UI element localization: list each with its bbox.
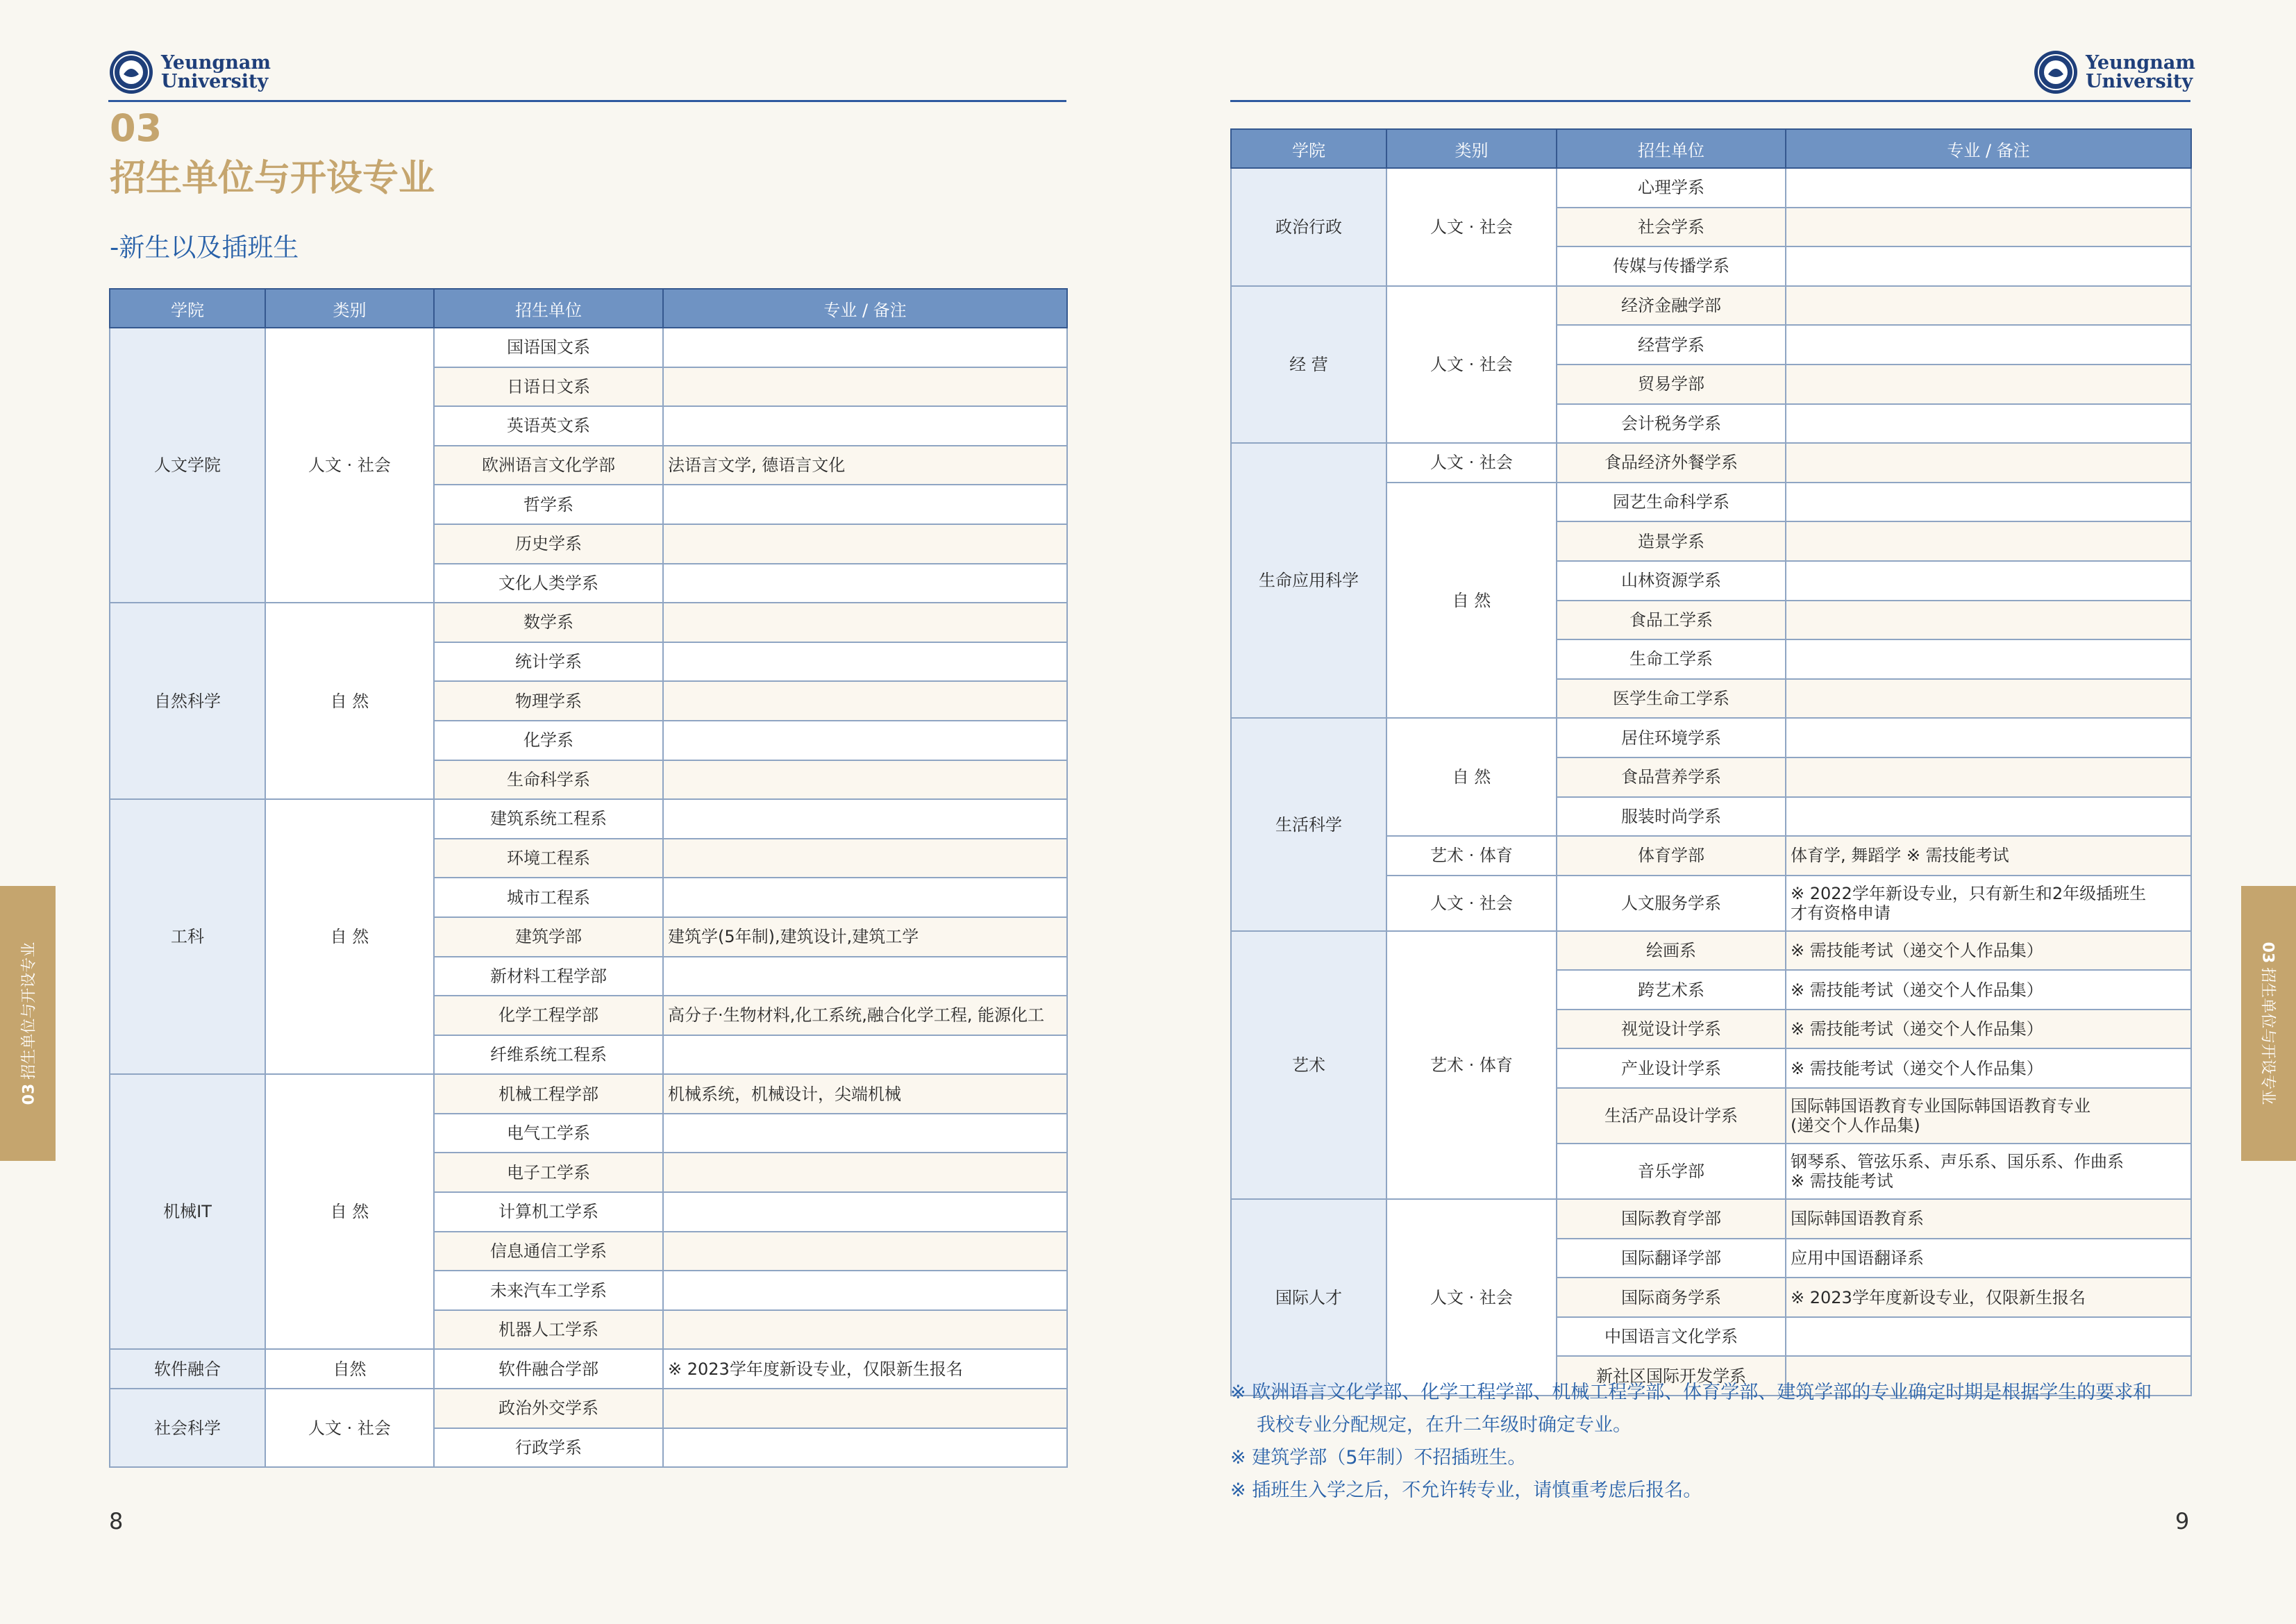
unit-cell: 国际教育学部: [1557, 1199, 1786, 1239]
note-cell: [663, 1428, 1067, 1468]
header-rule-left: [108, 100, 1066, 102]
category-cell: 人文 · 社会: [1386, 876, 1557, 931]
category-cell: 人文 · 社会: [1386, 286, 1557, 443]
page-number-left: 8: [109, 1508, 124, 1534]
note-cell: [663, 367, 1067, 407]
side-tab-label: 招生单位与开设专业: [2259, 967, 2277, 1105]
unit-cell: 服装时尚学系: [1557, 797, 1786, 837]
note-cell: [663, 328, 1067, 367]
unit-cell: 欧洲语言文化学部: [434, 446, 663, 485]
note-cell: [1786, 365, 2191, 404]
note-cell: ※ 2023学年度新设专业，仅限新生报名: [663, 1349, 1067, 1389]
unit-cell: 建筑系统工程系: [434, 799, 663, 839]
unit-cell: 产业设计学系: [1557, 1048, 1786, 1088]
header-unit: 招生单位: [1557, 129, 1786, 168]
note-cell: [663, 406, 1067, 446]
footnote: ※ 欧洲语言文化学部、化学工程学部、机械工程学部、体育学部、建筑学部的专业确定时期是根据学生的要求和: [1230, 1382, 2152, 1403]
unit-cell: 数学系: [434, 603, 663, 642]
category-cell: 自 然: [265, 1074, 434, 1349]
unit-cell: 新材料工程学部: [434, 957, 663, 996]
unit-cell: 建筑学部: [434, 917, 663, 957]
college-cell: 软件融合: [110, 1349, 265, 1389]
unit-cell: 山林资源学系: [1557, 561, 1786, 601]
college-cell: 政治行政: [1231, 168, 1386, 286]
note-cell: 机械系统，机械设计，尖端机械: [663, 1074, 1067, 1114]
note-cell: [663, 603, 1067, 642]
table-row: [110, 603, 1067, 642]
note-cell: 高分子·生物材料,化工系统,融合化学工程, 能源化工: [663, 996, 1067, 1035]
note-cell: [663, 485, 1067, 524]
note-cell: ※ 需技能考试（递交个人作品集）: [1786, 970, 2191, 1010]
admissions-table-right: [1230, 128, 2192, 1396]
note-cell: 建筑学(5年制),建筑设计,建筑工学: [663, 917, 1067, 957]
unit-cell: 未来汽车工学系: [434, 1271, 663, 1310]
university-logo-right: [2033, 47, 2195, 97]
note-cell: [1786, 404, 2191, 444]
university-seal-icon: [2033, 49, 2079, 95]
note-cell: [663, 1114, 1067, 1153]
note-cell: 应用中国语翻译系: [1786, 1239, 2191, 1278]
category-cell: 自 然: [265, 603, 434, 799]
table-row: [110, 799, 1067, 839]
table-row: [1231, 1199, 2191, 1239]
university-seal-icon: [108, 49, 154, 95]
table-row: [1231, 168, 2191, 208]
note-cell: [663, 681, 1067, 721]
wordmark-line1: Yeungnam: [2086, 52, 2195, 74]
note-cell: [1786, 168, 2191, 208]
footnote-continued: 我校专业分配规定，在升二年级时确定专业。: [1257, 1414, 1632, 1436]
unit-cell: 体育学部: [1557, 836, 1786, 876]
unit-cell: 日语日文系: [434, 367, 663, 407]
unit-cell: 生活产品设计学系: [1557, 1088, 1786, 1144]
table-row: [1231, 443, 2191, 483]
section-subtitle: -新生以及插班生: [110, 233, 299, 262]
unit-cell: 电子工学系: [434, 1153, 663, 1192]
note-cell: [1786, 483, 2191, 522]
unit-cell: 音乐学部: [1557, 1144, 1786, 1199]
unit-cell: 环境工程系: [434, 839, 663, 878]
note-cell: [1786, 797, 2191, 837]
note-cell: [1786, 1317, 2191, 1357]
side-tab-label: 招生单位与开设专业: [20, 941, 38, 1080]
unit-cell: 英语英文系: [434, 406, 663, 446]
category-cell: 自 然: [1386, 718, 1557, 836]
unit-cell: 医学生命工学系: [1557, 679, 1786, 719]
header-unit: 招生单位: [434, 289, 663, 328]
unit-cell: 人文服务学系: [1557, 876, 1786, 931]
note-cell: 国际韩国语教育系: [1786, 1199, 2191, 1239]
college-cell: 社会科学: [110, 1389, 265, 1467]
unit-cell: 城市工程系: [434, 878, 663, 917]
note-cell: [663, 642, 1067, 682]
unit-cell: 机械工程学部: [434, 1074, 663, 1114]
note-cell: [663, 1035, 1067, 1075]
unit-cell: 新社区国际开发学系: [1557, 1356, 1786, 1396]
unit-cell: 文化人类学系: [434, 564, 663, 603]
university-wordmark: [161, 53, 271, 91]
unit-cell: 生命工学系: [1557, 639, 1786, 679]
note-cell: [663, 839, 1067, 878]
admissions-table-left: [109, 288, 1068, 1468]
side-tab-number: 03: [20, 1083, 38, 1105]
category-cell: 人文 · 社会: [265, 328, 434, 603]
note-cell: 钢琴系、管弦乐系、声乐系、国乐系、作曲系 ※ 需技能考试: [1786, 1144, 2191, 1199]
note-cell: [663, 957, 1067, 996]
note-cell: 国际韩国语教育专业国际韩国语教育专业 (递交个人作品集): [1786, 1088, 2191, 1144]
unit-cell: 跨艺术系: [1557, 970, 1786, 1010]
unit-cell: 造景学系: [1557, 521, 1786, 561]
university-wordmark: [2086, 53, 2195, 91]
note-cell: [663, 1232, 1067, 1271]
unit-cell: 统计学系: [434, 642, 663, 682]
unit-cell: 信息通信工学系: [434, 1232, 663, 1271]
category-cell: 人文 · 社会: [1386, 443, 1557, 483]
unit-cell: 物理学系: [434, 681, 663, 721]
note-cell: [1786, 521, 2191, 561]
note-cell: ※ 2022学年新设专业，只有新生和2年级插班生 才有资格申请: [1786, 876, 2191, 931]
unit-cell: 社会学系: [1557, 208, 1786, 247]
footnote: ※ 插班生入学之后，不允许转专业，请慎重考虑后报名。: [1230, 1480, 1702, 1501]
table-row: [1231, 286, 2191, 326]
note-cell: [1786, 679, 2191, 719]
side-tab-right: [2241, 886, 2296, 1161]
unit-cell: 政治外交学系: [434, 1389, 663, 1428]
table-row: [1231, 931, 2191, 971]
unit-cell: 化学系: [434, 721, 663, 760]
note-cell: [1786, 286, 2191, 326]
table-header-row: [1231, 129, 2191, 168]
university-logo-left: [108, 47, 271, 97]
note-cell: ※ 需技能考试（递交个人作品集）: [1786, 1048, 2191, 1088]
note-cell: [1786, 443, 2191, 483]
table-row: [110, 1389, 1067, 1428]
college-cell: 国际人才: [1231, 1199, 1386, 1396]
category-cell: 人文 · 社会: [265, 1389, 434, 1467]
unit-cell: 历史学系: [434, 524, 663, 564]
header-rule-right: [1230, 100, 2190, 102]
note-cell: [663, 799, 1067, 839]
note-cell: ※ 需技能考试（递交个人作品集）: [1786, 931, 2191, 971]
side-tab-left: [0, 886, 56, 1161]
unit-cell: 国语国文系: [434, 328, 663, 367]
unit-cell: 纤维系统工程系: [434, 1035, 663, 1075]
unit-cell: 哲学系: [434, 485, 663, 524]
table-row: [110, 1349, 1067, 1389]
note-cell: [663, 524, 1067, 564]
note-cell: [663, 564, 1067, 603]
footnotes: [1230, 1376, 2202, 1507]
note-cell: [663, 1192, 1067, 1232]
section-number: 03: [110, 106, 162, 150]
unit-cell: 居住环境学系: [1557, 718, 1786, 757]
section-title: 招生单位与开设专业: [110, 158, 435, 199]
header-note: 专业 / 备注: [1786, 129, 2191, 168]
note-cell: [1786, 718, 2191, 757]
unit-cell: 食品工学系: [1557, 601, 1786, 640]
category-cell: 艺术 · 体育: [1386, 836, 1557, 876]
note-cell: [1786, 325, 2191, 365]
category-cell: 自 然: [1386, 483, 1557, 719]
unit-cell: 电气工学系: [434, 1114, 663, 1153]
note-cell: ※ 2023学年度新设专业，仅限新生报名: [1786, 1278, 2191, 1317]
unit-cell: 贸易学部: [1557, 365, 1786, 404]
category-cell: 艺术 · 体育: [1386, 931, 1557, 1199]
note-cell: [1786, 208, 2191, 247]
note-cell: [1786, 639, 2191, 679]
unit-cell: 经营学系: [1557, 325, 1786, 365]
header-college: 学院: [110, 289, 265, 328]
unit-cell: 计算机工学系: [434, 1192, 663, 1232]
note-cell: [663, 1389, 1067, 1428]
unit-cell: 食品经济外餐学系: [1557, 443, 1786, 483]
note-cell: [663, 760, 1067, 800]
note-cell: [663, 721, 1067, 760]
college-cell: 自然科学: [110, 603, 265, 799]
college-cell: 生活科学: [1231, 718, 1386, 930]
wordmark-line1: Yeungnam: [161, 52, 271, 74]
note-cell: [663, 1271, 1067, 1310]
table-row: [110, 1074, 1067, 1114]
table-row: [110, 328, 1067, 367]
header-category: 类别: [265, 289, 434, 328]
college-cell: 工科: [110, 799, 265, 1074]
unit-cell: 国际商务学系: [1557, 1278, 1786, 1317]
unit-cell: 软件融合学部: [434, 1349, 663, 1389]
footnote: ※ 建筑学部（5年制）不招插班生。: [1230, 1447, 1527, 1468]
college-cell: 经 营: [1231, 286, 1386, 443]
table-header-row: [110, 289, 1067, 328]
header-note: 专业 / 备注: [663, 289, 1067, 328]
unit-cell: 经济金融学部: [1557, 286, 1786, 326]
unit-cell: 心理学系: [1557, 168, 1786, 208]
unit-cell: 机器人工学系: [434, 1310, 663, 1350]
note-cell: [663, 1153, 1067, 1192]
category-cell: 自然: [265, 1349, 434, 1389]
page-number-right: 9: [2175, 1508, 2190, 1534]
wordmark-line2: University: [2086, 71, 2193, 92]
unit-cell: 绘画系: [1557, 931, 1786, 971]
category-cell: 自 然: [265, 799, 434, 1074]
college-cell: 机械IT: [110, 1074, 265, 1349]
unit-cell: 化学工程学部: [434, 996, 663, 1035]
unit-cell: 生命科学系: [434, 760, 663, 800]
note-cell: 体育学, 舞蹈学 ※ 需技能考试: [1786, 836, 2191, 876]
unit-cell: 传媒与传播学系: [1557, 246, 1786, 286]
note-cell: 法语言文学, 德语言文化: [663, 446, 1067, 485]
header-category: 类别: [1386, 129, 1557, 168]
note-cell: [1786, 561, 2191, 601]
college-cell: 艺术: [1231, 931, 1386, 1199]
unit-cell: 行政学系: [434, 1428, 663, 1468]
unit-cell: 视觉设计学系: [1557, 1010, 1786, 1049]
header-college: 学院: [1231, 129, 1386, 168]
wordmark-line2: University: [161, 71, 269, 92]
category-cell: 人文 · 社会: [1386, 1199, 1557, 1396]
note-cell: ※ 需技能考试（递交个人作品集）: [1786, 1010, 2191, 1049]
unit-cell: 食品营养学系: [1557, 757, 1786, 797]
college-cell: 生命应用科学: [1231, 443, 1386, 718]
note-cell: [1786, 246, 2191, 286]
category-cell: 人文 · 社会: [1386, 168, 1557, 286]
unit-cell: 国际翻译学部: [1557, 1239, 1786, 1278]
college-cell: 人文学院: [110, 328, 265, 603]
note-cell: [1786, 757, 2191, 797]
note-cell: [1786, 601, 2191, 640]
note-cell: [663, 1310, 1067, 1350]
table-row: [1231, 718, 2191, 757]
note-cell: [663, 878, 1067, 917]
side-tab-number: 03: [2259, 941, 2277, 964]
unit-cell: 中国语言文化学系: [1557, 1317, 1786, 1357]
unit-cell: 园艺生命科学系: [1557, 483, 1786, 522]
unit-cell: 会计税务学系: [1557, 404, 1786, 444]
